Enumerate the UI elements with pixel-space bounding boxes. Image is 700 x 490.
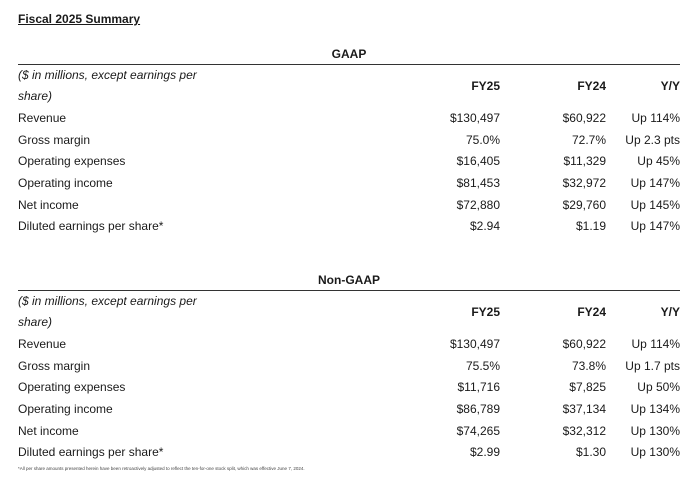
fy24-value: $7,825	[569, 380, 606, 395]
gaap-section	[18, 44, 680, 237]
fy24-value: $32,312	[562, 423, 606, 438]
table-row	[18, 107, 680, 129]
fy25-value: 75.0%	[465, 132, 500, 147]
table-row	[18, 398, 680, 420]
fy25-value: $2.94	[469, 219, 500, 234]
table-row	[18, 333, 680, 355]
yy-value: Up 130%	[630, 423, 680, 438]
yy-value: Up 130%	[630, 445, 680, 460]
non-gaap-table	[18, 291, 680, 463]
table-header-row	[18, 291, 680, 333]
row-label: Revenue	[18, 336, 67, 351]
fy24-value: 72.7%	[571, 132, 606, 147]
column-header-fy25: FY25	[471, 305, 500, 319]
fy25-value: $16,405	[456, 154, 500, 169]
row-label: Gross margin	[18, 132, 91, 147]
yy-value: Up 1.7 pts	[625, 358, 680, 373]
fy25-value: $130,497	[449, 110, 500, 125]
fy24-value: $11,329	[563, 154, 606, 169]
table-row	[18, 420, 680, 442]
table-row	[18, 215, 680, 237]
row-label: Operating expenses	[18, 154, 126, 169]
column-header-fy24: FY24	[577, 305, 606, 319]
fy24-value: $1.30	[575, 445, 606, 460]
fy25-value: $81,453	[456, 175, 500, 190]
row-label: Revenue	[18, 110, 67, 125]
fy24-value: $29,760	[562, 197, 606, 212]
section-title: Non-GAAP	[18, 270, 680, 291]
table-row	[18, 441, 680, 463]
fy24-value: 73.8%	[571, 358, 606, 373]
page-title: Fiscal 2025 Summary	[18, 12, 141, 26]
column-header-fy25: FY25	[471, 79, 500, 93]
fy24-value: $32,972	[562, 175, 606, 190]
yy-value: Up 147%	[630, 175, 680, 190]
fy24-value: $37,134	[562, 401, 606, 416]
table-row	[18, 129, 680, 151]
table-row	[18, 194, 680, 216]
fy24-value: $1.19	[575, 219, 606, 234]
fy25-value: 75.5%	[465, 358, 500, 373]
non-gaap-section	[18, 270, 680, 463]
footnote: *All per share amounts presented herein have been retroactively adjusted to reflect the ten-for-one stock split, which was effective June 7, 2024.	[18, 466, 305, 471]
yy-value: Up 114%	[631, 336, 680, 351]
units-note: ($ in millions, except earnings per share)	[18, 68, 197, 103]
row-label: Diluted earnings per share*	[18, 445, 164, 460]
section-title: GAAP	[18, 44, 680, 65]
yy-value: Up 134%	[630, 401, 680, 416]
row-label: Operating expenses	[18, 380, 126, 395]
fy25-value: $2.99	[469, 445, 500, 460]
fy25-value: $74,265	[456, 423, 500, 438]
row-label: Gross margin	[18, 358, 91, 373]
fy24-value: $60,922	[562, 336, 606, 351]
fy25-value: $130,497	[449, 336, 500, 351]
yy-value: Up 45%	[637, 154, 680, 169]
fy24-value: $60,922	[562, 110, 606, 125]
yy-value: Up 147%	[630, 219, 680, 234]
yy-value: Up 2.3 pts	[625, 132, 680, 147]
fy25-value: $11,716	[457, 380, 500, 395]
table-row	[18, 150, 680, 172]
row-label: Operating income	[18, 401, 113, 416]
gaap-table	[18, 65, 680, 237]
table-row	[18, 355, 680, 377]
units-note: ($ in millions, except earnings per share)	[18, 294, 197, 329]
column-header-yy: Y/Y	[660, 79, 680, 93]
fy25-value: $86,789	[456, 401, 500, 416]
fy25-value: $72,880	[456, 197, 500, 212]
row-label: Diluted earnings per share*	[18, 219, 164, 234]
column-header-fy24: FY24	[577, 79, 606, 93]
row-label: Net income	[18, 423, 79, 438]
table-header-row	[18, 65, 680, 107]
table-row	[18, 172, 680, 194]
row-label: Operating income	[18, 175, 113, 190]
yy-value: Up 114%	[631, 110, 680, 125]
yy-value: Up 50%	[637, 380, 680, 395]
row-label: Net income	[18, 197, 79, 212]
yy-value: Up 145%	[630, 197, 680, 212]
column-header-yy: Y/Y	[660, 305, 680, 319]
table-row	[18, 376, 680, 398]
